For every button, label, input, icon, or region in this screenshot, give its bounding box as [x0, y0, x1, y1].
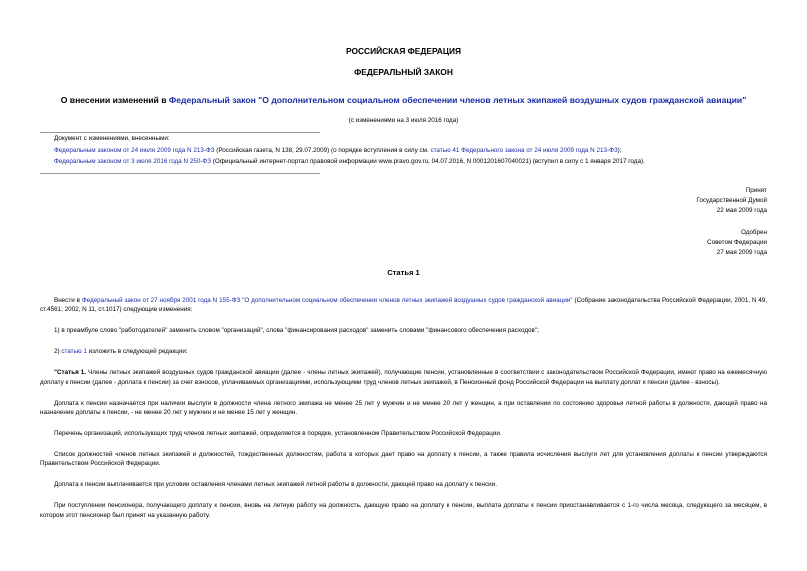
divider-bottom — [40, 173, 320, 174]
paragraph-8: Доплата к пенсии выплачивается при условии оставления членами летных экипажей летной работы в должности, дающей право на доплату к пенсии. — [54, 481, 497, 489]
accepted-block — [696, 186, 767, 215]
p4-text: Члены летных экипажей воздушных судов гражданской авиации (далее - члены летных экипажей), получающие пенсии, установленные в соответствии с законодательством Российской Федерации, имеют право на ежемесячную доплату к пенсии (далее - доплата к пенсии) за счет взносов, уплачиваемых организациями, использующими труд членов летных экипажей, в Пенсионный фонд Российской Федерации на выплату доплат к пенсии (далее - взносы). — [40, 369, 768, 386]
change-text-1a: (Российская газета, N 138, 29.07.2009) (о порядке вступления в силу см. — [214, 146, 431, 154]
paragraph-4 — [40, 368, 767, 387]
approved-line-1: Одобрен — [740, 229, 767, 236]
article-body — [40, 296, 767, 532]
changes-intro: Документ с изменениями, внесенными: — [54, 135, 170, 142]
p1-law-link[interactable]: Федеральный закон от 27 ноября 2001 года N 155-ФЗ — [81, 297, 241, 304]
change-item-2 — [54, 158, 774, 167]
paragraph-2: 1) в преамбуле слово "работодателей" заменить словом "организаций", слова "финансирования расходов" заменить словами "финансового обеспечения расходов"; — [54, 327, 539, 335]
approved-line-2: Советом Федерации — [707, 238, 767, 246]
approved-date: 27 мая 2009 года — [716, 248, 767, 256]
p1-post: (Собрание законодательства Российской Федерации, 2001, N 49, ст.4561; 2002, N 11, ст.1017) следующие изменения: — [40, 297, 767, 314]
paragraph-9: При поступлении пенсионера, получающего доплату к пенсии, вновь на летную работу на должность, дающую право на доплату к пенсии, выплата доплаты к пенсии приостанавливается с 1-го числа месяца, следующего за месяцем, в котором этот пенсионер был принят на указанную работу. — [40, 502, 767, 519]
p3-pre: 2) — [54, 348, 62, 356]
accepted-date: 22 мая 2009 года — [716, 206, 767, 214]
p1-title-link[interactable]: "О дополнительном социальном обеспечении членов летных экипажей воздушных судов гражданской авиации" — [242, 297, 573, 304]
title-law-link[interactable]: Федеральный закон "О дополнительном социальном обеспечении членов летных экипажей воздушных судов гражданской авиации" — [168, 95, 747, 105]
change-text-1b: ); — [617, 146, 622, 154]
paragraph-6: Перечень организаций, использующих труд членов летных экипажей, определяется в порядке, установленном Правительством Российской Федерации. — [54, 430, 502, 437]
p3-post: изложить в следующей редакции: — [86, 348, 188, 356]
change-article-link-1[interactable]: статью 41 Федерального закона от 24 июля 2009 года N 213-ФЗ — [430, 146, 618, 154]
accepted-line-2: Государственной Думой — [696, 196, 767, 204]
paragraph-7: Список должностей членов летных экипажей и должностей, тождественных должностям, работа в которых дает право на доплату к пенсии, а также правила исчисления выслуги лет для установления доплаты к пенсии утверждаются Правительством Российской Федерации. — [40, 450, 767, 468]
change-item-1 — [54, 147, 774, 156]
article-heading: Статья 1 — [387, 268, 420, 277]
title-prefix: О внесении изменений в — [60, 95, 169, 105]
country-heading: РОССИЙСКАЯ ФЕДЕРАЦИЯ — [345, 46, 462, 56]
p1-pre: Внести в — [54, 297, 82, 304]
change-law-link-2[interactable]: Федеральным законом от 3 июля 2016 года N 250-ФЗ — [54, 158, 212, 165]
divider-top — [40, 132, 320, 133]
changes-block — [54, 135, 774, 170]
edition-note: (с изменениями на 3 июля 2016 года) — [348, 117, 459, 124]
p4-bold: "Статья 1. — [54, 369, 87, 377]
approved-block — [707, 228, 767, 257]
accepted-line-1: Принят — [745, 187, 767, 194]
paragraph-1 — [40, 296, 767, 315]
paragraph-3 — [40, 347, 767, 356]
document-type-heading: ФЕДЕРАЛЬНЫЙ ЗАКОН — [354, 67, 453, 77]
change-text-2: (Официальный интернет-портал правовой информации www.pravo.gov.ru, 04.07.2016, N 0001201607040021) (вступил в силу с 1 января 2017 года). — [211, 158, 645, 165]
paragraph-5: Доплата к пенсии назначается при наличии выслуги в должности члена летного экипажа не менее 25 лет у мужчин и не менее 20 лет у женщин, а при оставлении по состоянию здоровья летной работы в должности, дающей право на назначение доплаты к пенсии, - не менее 20 лет у мужчин и не менее 15 лет у женщин. — [40, 399, 767, 417]
p3-article-link[interactable]: статью 1 — [61, 348, 87, 356]
change-law-link-1[interactable]: Федеральным законом от 24 июля 2009 года N 213-ФЗ — [54, 146, 215, 154]
document-title — [20, 95, 787, 107]
